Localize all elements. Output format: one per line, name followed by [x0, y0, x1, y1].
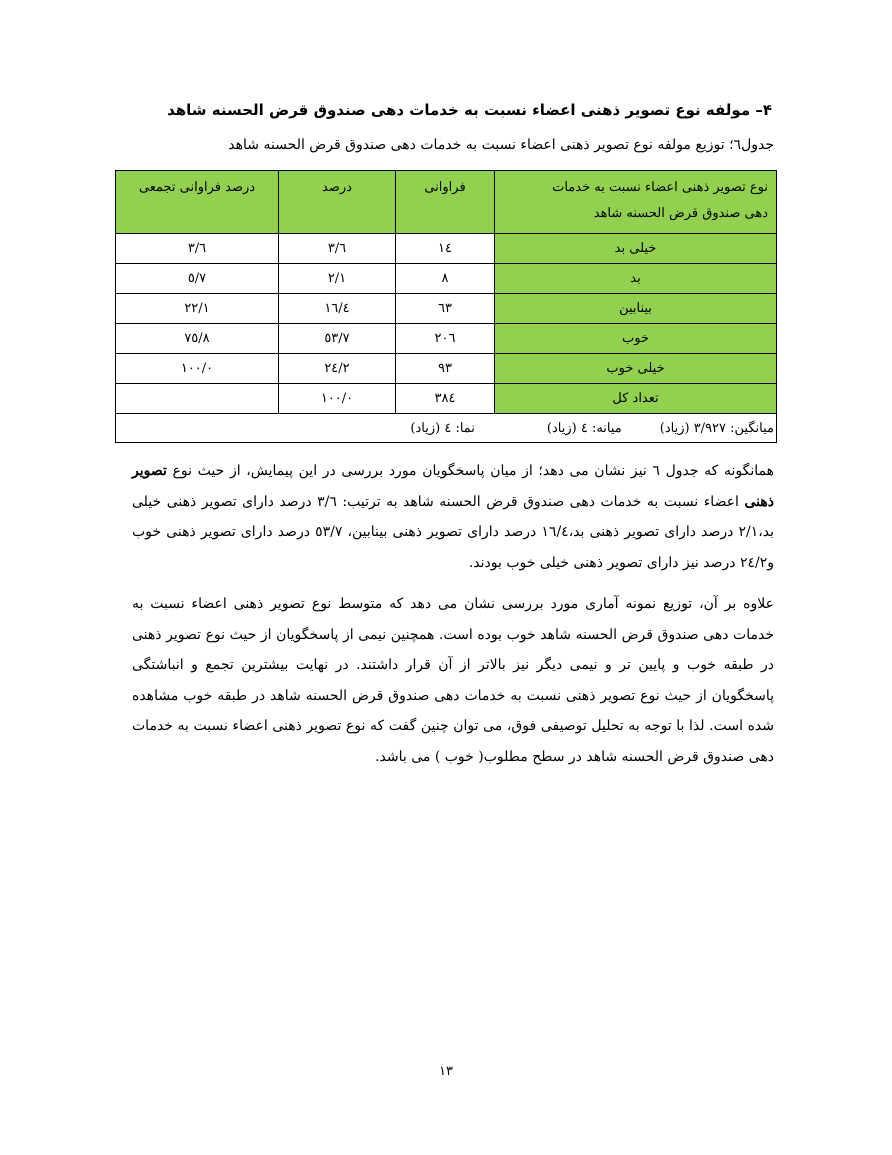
table-row — [116, 354, 777, 384]
row-frequency: ٨ — [396, 264, 495, 294]
row-frequency: ٦٣ — [396, 294, 495, 324]
row-frequency: ٣٨٤ — [396, 384, 495, 414]
row-cumulative: ٧٥/٨ — [116, 324, 279, 354]
footer-mode: نما: ٤ (زیاد) — [410, 420, 475, 436]
table-header-row — [116, 171, 777, 234]
paragraph1-part1: همانگونه که جدول ٦ نیز نشان می دهد؛ از میان پاسخگویان مورد بررسی در این پیمایش، از حیث نوع — [166, 463, 774, 479]
paragraph1-part2: اعضاء نسبت به خدمات دهی صندوق قرض الحسنه شاهد به ترتیب: ٣/٦ درصد دارای تصویر ذهنی خیلی بد،٢/١ درصد دارای تصویر ذهنی بد،١٦/٤ درصد دارای تصویر ذهنی بینابین، ٥٣/٧ درصد دارای تصویر ذهنی خوب و٢٤/٢ درصد نیز دارای تصویر ذهنی خیلی خوب بودند. — [132, 493, 774, 571]
footer-mean: میانگین: ٣/٩٢٧ (زیاد) — [659, 420, 774, 436]
row-percent: ٢٤/٢ — [279, 354, 396, 384]
row-cumulative: ١٠٠/٠ — [116, 354, 279, 384]
row-label: خیلی بد — [495, 234, 777, 264]
row-frequency: ٢٠٦ — [396, 324, 495, 354]
row-label: خوب — [495, 324, 777, 354]
paragraph-interpretation — [132, 456, 774, 578]
row-frequency: ١٤ — [396, 234, 495, 264]
table-footer-row — [116, 414, 777, 443]
table-row — [116, 294, 777, 324]
header-category-line2: دهی صندوق قرض الحسنه شاهد — [593, 206, 768, 221]
row-label: بینابین — [495, 294, 777, 324]
table-row-total — [116, 384, 777, 414]
paragraph-conclusion: علاوه بر آن، توزیع نمونه آماری مورد بررسی نشان می دهد که متوسط نوع تصویر ذهنی اعضاء نسبت به خدمات دهی صندوق قرض الحسنه شاهد خوب بوده است. همچنین نیمی از پاسخگویان از حیث نوع تصویر ذهنی در طبقه خوب و پایین تر و نیمی دیگر نیز بالاتر از آن قرار داشتند. در نهایت بیشترین تجمع و انباشتگی پاسخگویان از حیث نوع تصویر ذهنی نسبت به خدمات دهی صندوق قرض الحسنه شاهد در طبقه خوب مشاهده شده است. لذا با توجه به تحلیل توصیفی فوق، می توان چنین گفت که نوع تصویر ذهنی اعضاء نسبت به خدمات دهی صندوق قرض الحسنه شاهد در سطح مطلوب( خوب ) می باشد. — [132, 596, 775, 765]
row-cumulative: ٥/٧ — [116, 264, 279, 294]
section-heading: ۴– مولفه نوع تصویر ذهنی اعضاء نسبت به خدمات دهی صندوق قرض الحسنه شاهد — [167, 101, 772, 119]
row-label: بد — [495, 264, 777, 294]
header-percent: درصد — [279, 171, 396, 234]
table-row — [116, 234, 777, 264]
row-cumulative: ٣/٦ — [116, 234, 279, 264]
header-cumulative: درصد فراوانی تجمعی — [116, 171, 279, 234]
row-percent: ٢/١ — [279, 264, 396, 294]
row-percent: ١٦/٤ — [279, 294, 396, 324]
footer-median: میانه: ٤ (زیاد) — [546, 420, 622, 436]
table-footer — [116, 414, 777, 443]
paragraph1-bold-term: تصویر ذهنی — [132, 463, 774, 510]
row-label: خیلی خوب — [495, 354, 777, 384]
row-cumulative: ٢٢/١ — [116, 294, 279, 324]
row-label: تعداد کل — [495, 384, 777, 414]
frequency-table — [115, 170, 777, 443]
table-row — [116, 324, 777, 354]
table-row — [116, 264, 777, 294]
row-percent: ٣/٦ — [279, 234, 396, 264]
header-frequency: فراوانی — [396, 171, 495, 234]
table-caption: جدول٦؛ توزیع مولفه نوع تصویر ذهنی اعضاء نسبت به خدمات دهی صندوق قرض الحسنه شاهد — [228, 137, 774, 153]
row-frequency: ٩٣ — [396, 354, 495, 384]
row-percent: ٥٣/٧ — [279, 324, 396, 354]
header-category — [495, 171, 777, 234]
row-percent: ١٠٠/٠ — [279, 384, 396, 414]
row-cumulative — [116, 384, 279, 414]
header-category-line1: نوع تصویر ذهنی اعضاء نسبت به خدمات — [552, 180, 768, 195]
page-number: ١٣ — [439, 1064, 453, 1079]
